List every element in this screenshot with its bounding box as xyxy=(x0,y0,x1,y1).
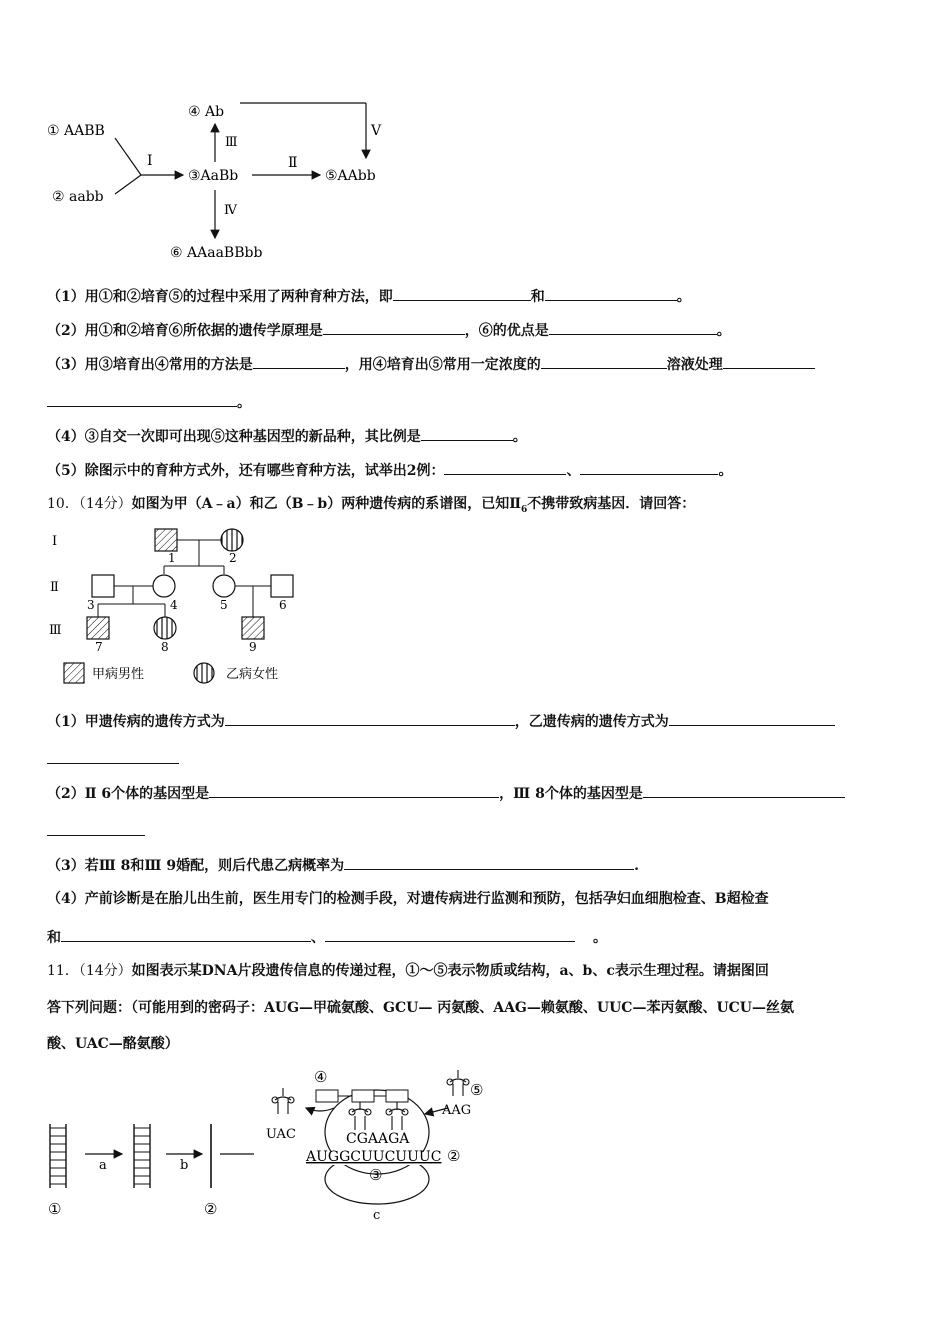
id-3: 3 xyxy=(87,598,95,612)
q10-s2-blank-1[interactable] xyxy=(209,783,499,798)
node-1: ① AABB xyxy=(47,123,105,139)
q9-s4-end: 。 xyxy=(512,429,527,445)
pedigree-diagram xyxy=(40,520,320,690)
id-9: 9 xyxy=(249,640,257,654)
peptide-box-2 xyxy=(352,1090,374,1102)
breeding-diagram xyxy=(0,90,420,270)
dna-ladder-1 xyxy=(50,1124,66,1188)
q9-s5-text: （5）除图示中的育种方式外，还有哪些育种方法，试举出2例： xyxy=(47,463,445,479)
q10-s1-blank-3[interactable] xyxy=(47,749,179,764)
q9-s3-end: 。 xyxy=(237,395,251,411)
trna-in-ribosome xyxy=(349,1102,408,1130)
q10-s2-text: （2）Ⅱ 6个体的基因型是 xyxy=(47,786,210,802)
individual-III8 xyxy=(154,617,176,639)
q9-sub3-cont xyxy=(47,392,251,413)
breeding-diagram-svg xyxy=(0,90,420,270)
q9-s3-blank-4[interactable] xyxy=(47,392,237,407)
q10-sub4-cont xyxy=(47,927,607,948)
step-IV: Ⅳ xyxy=(224,203,237,218)
q9-s1-end: 。 xyxy=(676,289,691,305)
id-1: 1 xyxy=(168,551,176,565)
node-6: ⑥ AAaaBBbb xyxy=(170,245,263,261)
gene-expression-svg xyxy=(30,1062,500,1232)
q9-s3-blank-1[interactable] xyxy=(253,354,345,369)
q10-s4-join: 和 xyxy=(47,930,61,946)
process-c: c xyxy=(373,1208,381,1223)
q9-s1-text: （1）用①和②培育⑤的过程中采用了两种育种方法，即 xyxy=(47,289,393,305)
q9-sub2 xyxy=(47,320,731,341)
q11-line1: 如图表示某DNA片段遗传信息的传递过程，①～⑤表示物质或结构，a、b、c表示生理过程。请据图回 xyxy=(131,963,769,979)
q10-sub2-cont xyxy=(47,821,145,842)
label-1: ① xyxy=(48,1200,62,1218)
q10-stem-text: 如图为甲（A﹣a）和乙（B﹣b）两种遗传病的系谱图，已知Ⅱ xyxy=(131,496,522,512)
label-4: ④ xyxy=(314,1068,328,1086)
q11-stem-line2 xyxy=(47,998,794,1018)
step-I: Ⅰ xyxy=(147,153,153,169)
cross-line-1 xyxy=(115,138,141,175)
q10-s2-blank-2[interactable] xyxy=(643,783,845,798)
q10-s1-mid: ，乙遗传病的遗传方式为 xyxy=(514,714,669,730)
q9-s4-blank[interactable] xyxy=(421,426,513,441)
q10-number: 10． xyxy=(47,496,79,512)
q9-s1-blank-2[interactable] xyxy=(545,286,677,301)
id-5: 5 xyxy=(220,598,228,612)
q10-s3-text: （3）若Ⅲ 8和Ⅲ 9婚配，则后代患乙病概率为 xyxy=(47,858,345,874)
q10-s4-blank-2[interactable] xyxy=(325,927,575,942)
q11-score: （14分） xyxy=(78,963,132,979)
process-a: a xyxy=(99,1158,107,1173)
q10-s4-sep: 、 xyxy=(311,930,325,946)
label-3: ③ xyxy=(369,1166,383,1184)
id-7: 7 xyxy=(95,640,103,654)
q9-s5-end: 。 xyxy=(718,463,733,479)
id-2: 2 xyxy=(229,551,237,565)
q10-sub1-cont xyxy=(47,749,179,770)
q9-sub1 xyxy=(47,286,691,307)
anticodons-label: CGAAGA xyxy=(346,1131,410,1147)
q9-s1-blank-1[interactable] xyxy=(393,286,531,301)
q10-sub1 xyxy=(47,711,835,732)
q11-stem-line1 xyxy=(47,961,769,981)
q10-s3-end: . xyxy=(634,858,639,874)
legend-b-symbol xyxy=(194,663,214,683)
legend-a-symbol xyxy=(64,663,84,683)
label-2-left: ② xyxy=(204,1200,218,1218)
aag-label: AAG xyxy=(442,1103,472,1118)
q10-s1-blank-2[interactable] xyxy=(669,711,835,726)
q10-s3-blank[interactable] xyxy=(344,855,634,870)
q11-stem-line3 xyxy=(47,1034,179,1054)
q10-stem xyxy=(47,494,695,520)
q10-s4-end: 。 xyxy=(593,930,607,946)
q10-stem-end: 不携带致病基因．请回答： xyxy=(527,496,696,512)
q9-s5-sep: 、 xyxy=(566,463,581,479)
q9-s2-text: （2）用①和②培育⑥所依据的遗传学原理是 xyxy=(47,323,323,339)
q10-s2-mid: ，Ⅲ 8个体的基因型是 xyxy=(499,786,643,802)
id-8: 8 xyxy=(161,640,169,654)
individual-II5 xyxy=(213,575,235,597)
dna-ladder-2 xyxy=(134,1124,150,1188)
q9-sub4 xyxy=(47,426,527,447)
individual-II4 xyxy=(153,575,175,597)
individual-III7 xyxy=(87,617,109,639)
label-2-right: ② xyxy=(447,1147,461,1165)
node-2: ② aabb xyxy=(52,189,104,205)
q9-s2-mid: ，⑥的优点是 xyxy=(464,323,549,339)
q9-sub5 xyxy=(47,460,732,481)
q9-sub3 xyxy=(47,354,815,375)
uac-label: UAC xyxy=(266,1127,296,1142)
id-6: 6 xyxy=(279,598,287,612)
step-II: Ⅱ xyxy=(288,155,298,171)
gen-II: Ⅱ xyxy=(50,580,59,595)
individual-I1 xyxy=(155,529,177,551)
trna-leaving xyxy=(272,1088,294,1114)
q10-sub4 xyxy=(47,889,769,909)
q9-s5-blank-2[interactable] xyxy=(580,460,718,475)
q9-s1-join: 和 xyxy=(530,289,545,305)
gene-expression-diagram xyxy=(30,1062,500,1232)
legend-b-label: 乙病女性 xyxy=(226,667,279,682)
individual-II3 xyxy=(92,575,114,597)
label-5: ⑤ xyxy=(470,1081,484,1099)
q9-s3-mid: ，用④培育出⑤常用一定浓度的 xyxy=(344,357,541,373)
step-V: Ⅴ xyxy=(371,123,382,139)
q9-s3-blank-3[interactable] xyxy=(723,354,815,369)
q10-s4-blank-1[interactable] xyxy=(61,927,311,942)
gen-I: Ⅰ xyxy=(52,534,58,549)
q11-line3: 酸、UAC—酪氨酸） xyxy=(47,1036,179,1052)
q9-s3-text: （3）用③培育出④常用的方法是 xyxy=(47,357,253,373)
q9-s3-blank-2[interactable] xyxy=(541,354,667,369)
q10-s4-text: （4）产前诊断是在胎儿出生前，医生用专门的检测手段，对遗传病进行监测和预防，包括孕妇血细胞检查、B超检查 xyxy=(47,891,769,907)
peptide-box-1 xyxy=(316,1090,338,1102)
q10-sub3 xyxy=(47,855,639,876)
trna-incoming xyxy=(447,1070,469,1096)
node-5: ⑤AAbb xyxy=(325,168,376,184)
arrow-trna-out xyxy=(306,1108,334,1111)
q9-s5-blank-1[interactable] xyxy=(444,460,566,475)
q9-s2-blank-1[interactable] xyxy=(323,320,465,335)
q9-s4-text: （4）③自交一次即可出现⑤这种基因型的新品种，其比例是 xyxy=(47,429,421,445)
node-3: ③AaBb xyxy=(188,168,239,184)
q10-s1-blank-1[interactable] xyxy=(225,711,515,726)
step-III: Ⅲ xyxy=(225,135,238,150)
q10-stem-sub: 6 xyxy=(521,504,528,515)
gen-III: Ⅲ xyxy=(49,623,62,638)
q10-s1-text: （1）甲遗传病的遗传方式为 xyxy=(47,714,225,730)
q9-s3-mid2: 溶液处理 xyxy=(666,357,723,373)
cross-line-2 xyxy=(115,175,141,194)
q10-sub2 xyxy=(47,783,845,804)
legend-a-label: 甲病男性 xyxy=(92,667,145,682)
q10-s2-blank-3[interactable] xyxy=(47,821,145,836)
q11-number: 11． xyxy=(47,963,79,979)
q10-score: （14分） xyxy=(78,496,132,512)
q9-s2-end: 。 xyxy=(716,323,731,339)
q9-s2-blank-2[interactable] xyxy=(549,320,717,335)
individual-II6 xyxy=(271,575,293,597)
q11-line2: 答下列问题：（可能用到的密码子：AUG—甲硫氨酸、GCU— 丙氨酸、AAG—赖氨酸、UUC—苯丙氨酸、UCU—丝氨 xyxy=(47,1000,795,1016)
individual-I2 xyxy=(221,529,243,551)
pedigree-svg xyxy=(40,520,320,690)
individual-III9 xyxy=(242,617,264,639)
process-b: b xyxy=(180,1158,189,1173)
mrna-sequence: AUGGCUUCUUUC xyxy=(306,1149,442,1165)
id-4: 4 xyxy=(170,598,178,612)
peptide-box-3 xyxy=(386,1090,408,1102)
node-4: ④ Ab xyxy=(188,104,225,120)
